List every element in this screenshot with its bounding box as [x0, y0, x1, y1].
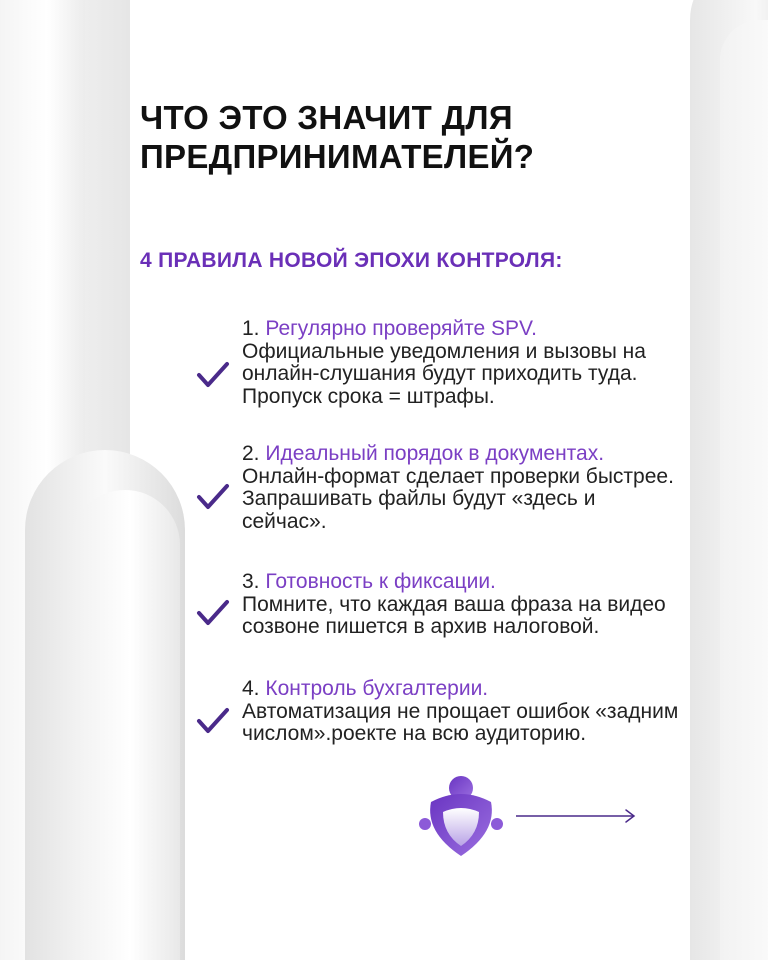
check-icon [196, 360, 230, 390]
rule-item-4 [242, 678, 682, 746]
background-arch-right-inner [720, 20, 768, 960]
rule-highlight: Идеальный порядок в документах. [265, 442, 605, 465]
rule-number: 3. [242, 570, 260, 593]
check-icon [196, 598, 230, 628]
rule-number: 1. [242, 317, 260, 340]
title-line-2: ПРЕДПРИНИМАТЕЛЕЙ? [140, 138, 535, 175]
section-subtitle: 4 ПРАВИЛА НОВОЙ ЭПОХИ КОНТРОЛЯ: [140, 249, 563, 272]
rule-item-2 [242, 443, 682, 533]
rule-highlight: Готовность к фиксации. [265, 570, 496, 593]
logo-icon [417, 772, 505, 860]
arrow-right-icon[interactable] [514, 806, 638, 826]
rule-item-3 [242, 571, 682, 639]
rule-text: Помните, что каждая ваша фраза на видео созвоне пишется в архив налоговой. [242, 592, 666, 638]
check-icon [196, 482, 230, 512]
rule-text: Онлайн-формат сделает проверки быстрее. Запрашивать файлы будут «здесь и сейчас». [242, 464, 674, 533]
rule-number: 2. [242, 442, 260, 465]
title-line-1: ЧТО ЭТО ЗНАЧИТ ДЛЯ [140, 99, 513, 136]
rule-text: Автоматизация не прощает ошибок «задним числом».роекте на всю аудиторию. [242, 699, 679, 745]
rule-highlight: Контроль бухгалтерии. [265, 677, 489, 700]
rule-item-1 [242, 318, 682, 408]
page-title [140, 98, 660, 176]
rule-number: 4. [242, 677, 260, 700]
background-arch-bottom-inner [70, 490, 180, 960]
rule-highlight: Регулярно проверяйте SPV. [265, 317, 537, 340]
check-icon [196, 706, 230, 736]
rule-text: Официальные уведомления и вызовы на онлайн-слушания будут приходить туда. Пропуск срока = штрафы. [242, 339, 646, 408]
